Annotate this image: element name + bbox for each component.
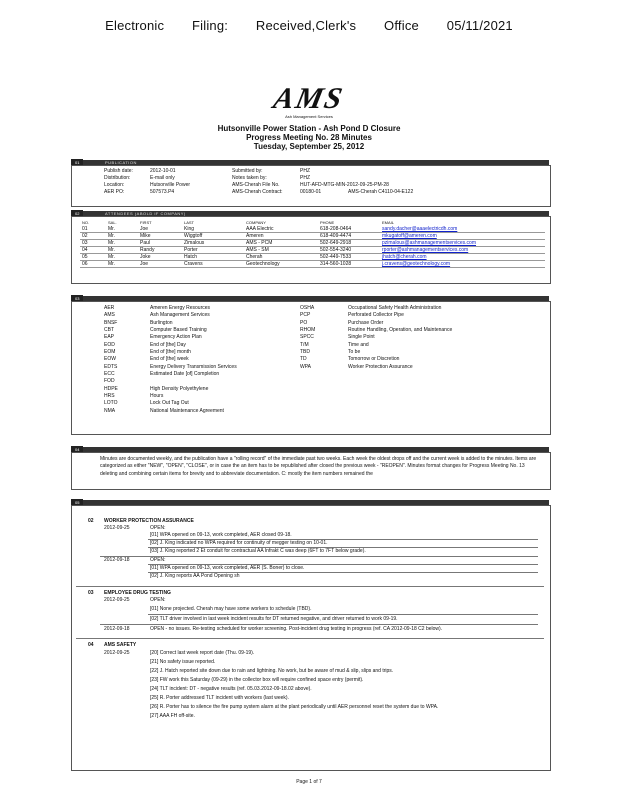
entry-line: [25] R. Porter addressed TLT incident with workers (last week). [150,695,289,701]
entry-line: [02] J. King indicated no WPA required for continuity of megger testing on 10-01. [150,540,328,546]
logo-mark: AMS [270,82,348,115]
abbreviation-terms-right: Occupational Safety Health Administration Perforated Collector Pipe Purchase Order Routine Handling, Operation, and Maintenance Single Point Time and To be Tomorrow or Discretion Worker Protection Assurance [348,305,453,370]
email-link[interactable]: sandy.dacher@aaaelectricdh.com [380,226,545,233]
table-row: 01 Mr. Joe King AAA Electric 618-208-0464 sandy.dacher@aaaelectricdh.com [80,226,545,233]
topic-title: WORKER PROTECTION ASSURANCE [104,518,194,524]
email-link[interactable]: rporter@ashmanagementservices.com [380,247,545,254]
entry-line: [21] No safety issue reported. [150,659,216,665]
column-header: COMPANY [246,220,266,225]
entry-date: 2012-09-18 [104,557,130,563]
section-tag: 02 [71,210,83,217]
document-title: Hutsonville Power Station - Ash Pond D Closure [217,124,401,133]
table-row: 05 Mr. Joke Hatch Cherah 502-449-7533 jhatch@cherah.com [80,254,545,261]
entry-date: 2012-09-25 [104,650,130,656]
section-title: PUBLICATION [105,160,137,165]
filing-part: Electronic [105,18,165,33]
entry-line: [26] R. Porter has to silence the fire pump system alarm at the plant periodically until AER personnel reset the system due to WPA. [150,704,439,710]
entry-line: [01] WPA opened on 09-13, work completed, AER closed 09-18. [150,532,292,538]
attendees-table [80,220,545,268]
entry-line: [03] J. King reported 2 Et conduit for contractual AA Infrakt C was deep (6FT to 7FT below grade). [150,548,366,554]
logo-subtitle: Ash Management Services [285,114,333,119]
column-header: PHONE [320,220,335,225]
publication-values-2: PHZ PHZ HUT-AFD-MTG-MIN-2012-09-25-PM-28 00180-01 [300,168,389,195]
entry-line: [02] TLT driver involved in last week incident results for DT returned negative, and driver returned to work 09-19. [150,616,398,622]
abbreviation-codes-left: AER AMS BNSF CBT EAP EOD EOM EOW EDTS ECC FOD HDPE HRS LOTO NMA [104,305,118,414]
filing-date: 05/11/2021 [446,18,513,33]
entry-line: [22] J. Hatch reported site down due to rain and lightning. No work, but be aware of mud & slip, slips and trips. [150,668,394,674]
entry-line: [27] AAA FH off-site. [150,713,195,719]
table-row: 04 Mr. Randy Porter AMS - SM 502-554-3240 rporter@ashmanagementservices.com [80,247,545,254]
topic-number: 03 [88,590,94,596]
ams-logo [0,82,618,119]
topic-number: 02 [88,518,94,524]
divider [76,586,544,587]
email-link[interactable]: j.cravens@geotechnology.com [380,261,545,268]
column-header: LAST [184,220,195,225]
abbreviation-terms-left: Ameren Energy Resources Ash Management Services Burlington Computer Based Training Emergency Action Plan End of [the] Day End of [the] month End of [the] week Energy Delivery Transmission Services Estimated Date [of] Completion High Density Polyethylene Hours Lock Out Tag Out National Maintenance Agreement [150,305,237,414]
filing-part: Filing: [192,18,229,33]
filing-part: Received,Clerk's [255,18,357,33]
table-row: 06 Mr. Joe Cravens Geotechnology 314-560-1028 j.cravens@geotechnology.com [80,261,545,268]
publication-values: 2012-10-01 E-mail only Hutsonville Power 507573.P4 [150,168,191,195]
entry-status: OPEN: [150,557,166,563]
table-row: 02 Mr. Mike Wiggtoff Ameren 618-409-4474 mkugatoff@ameren.com [80,233,545,240]
entry-line: [23] FW work this Saturday (09-29) in the collector box will require confined space entry (permit). [150,677,364,683]
notes-paragraph: Minutes are documented weekly, and the publication have a "rolling record" of the immediate past two weeks. Each week the oldest drops off and the current week is added to the minutes. Items are categorized as either "NEW", "OPEN", "CLOSE", or in case the an item has to be republished after closed the previous week - "REOPEN". Minutes format changes for Progress Meeting No. 13 deleting and combining certain items for brevity and to abbreviate documentation. C: mostly the item numbers remained the [100,456,537,477]
entry-status: OPEN: [150,597,166,603]
topic-title: AMS SAFETY [104,642,137,648]
column-header: SAL. [108,220,117,225]
entry-status: OPEN - no issues. Re-testing scheduled for worker screening. Post-incident drug testing in progress (ref. CA 2012-09-18 C2 below). [150,626,443,632]
publication-contract-2: AMS-Cherah C4110-04-E122 [348,189,414,195]
entry-status: OPEN: [150,525,166,531]
entry-date: 2012-09-25 [104,525,130,531]
page-number: Page 1 of 7 [296,779,322,785]
section-tag: 04 [71,446,83,453]
publication-labels-2: Submitted by: Notes taken by: AMS-Cherah File No. AMS-Cherah Contract: [232,168,283,195]
entry-line: [24] TLT incident: DT - negative results (ref. 05.03.2012-09-18.02 above). [150,686,312,692]
publication-labels: Publish date: Distribution: Location: AER PO: [104,168,133,195]
section-tag: 03 [71,295,83,302]
divider [100,624,538,625]
section-tag: 01 [71,159,83,166]
filing-stamp [0,18,618,33]
document-date: Tuesday, September 25, 2012 [253,142,365,151]
entry-date: 2012-09-25 [104,597,130,603]
divider [148,614,538,615]
entry-line: [01] WPA opened on 09-13, work completed, AER (S. Boner) to close. [150,565,305,571]
section-tag: 05 [71,499,83,506]
entry-date: 2012-09-18 [104,626,130,632]
column-header: FIRST [140,220,152,225]
section-title: ATTENDEES (ABOLD IF COMPANY) [105,211,186,216]
divider [76,638,544,639]
abbreviation-codes-right: OSHA PCP PO RHOM SPCC T/M TBD TD WPA [300,305,316,370]
divider [100,556,538,557]
entry-line: [02] J. King reports AA Pond Opening sh [150,573,240,579]
email-link[interactable]: pzimalous@ashmanagementservices.com [380,240,545,247]
topic-number: 04 [88,642,94,648]
filing-part: Office [384,18,419,33]
document-subtitle: Progress Meeting No. 28 Minutes [246,133,372,142]
email-link[interactable]: jhatch@cherah.com [380,254,545,261]
column-header: EMAIL [382,220,395,225]
email-link[interactable]: mkugatoff@ameren.com [380,233,545,240]
entry-line: [20] Correct last week report date (Thu. 09-19). [150,650,255,656]
column-header: NO. [82,220,90,225]
topic-title: EMPLOYEE DRUG TESTING [104,590,171,596]
table-row: 03 Mr. Paul Zimalous AMS - PCM 502-649-2918 pzimalous@ashmanagementservices.com [80,240,545,247]
entry-line: [01] None projected. Cherah may have some workers to schedule (TBD). [150,606,312,612]
